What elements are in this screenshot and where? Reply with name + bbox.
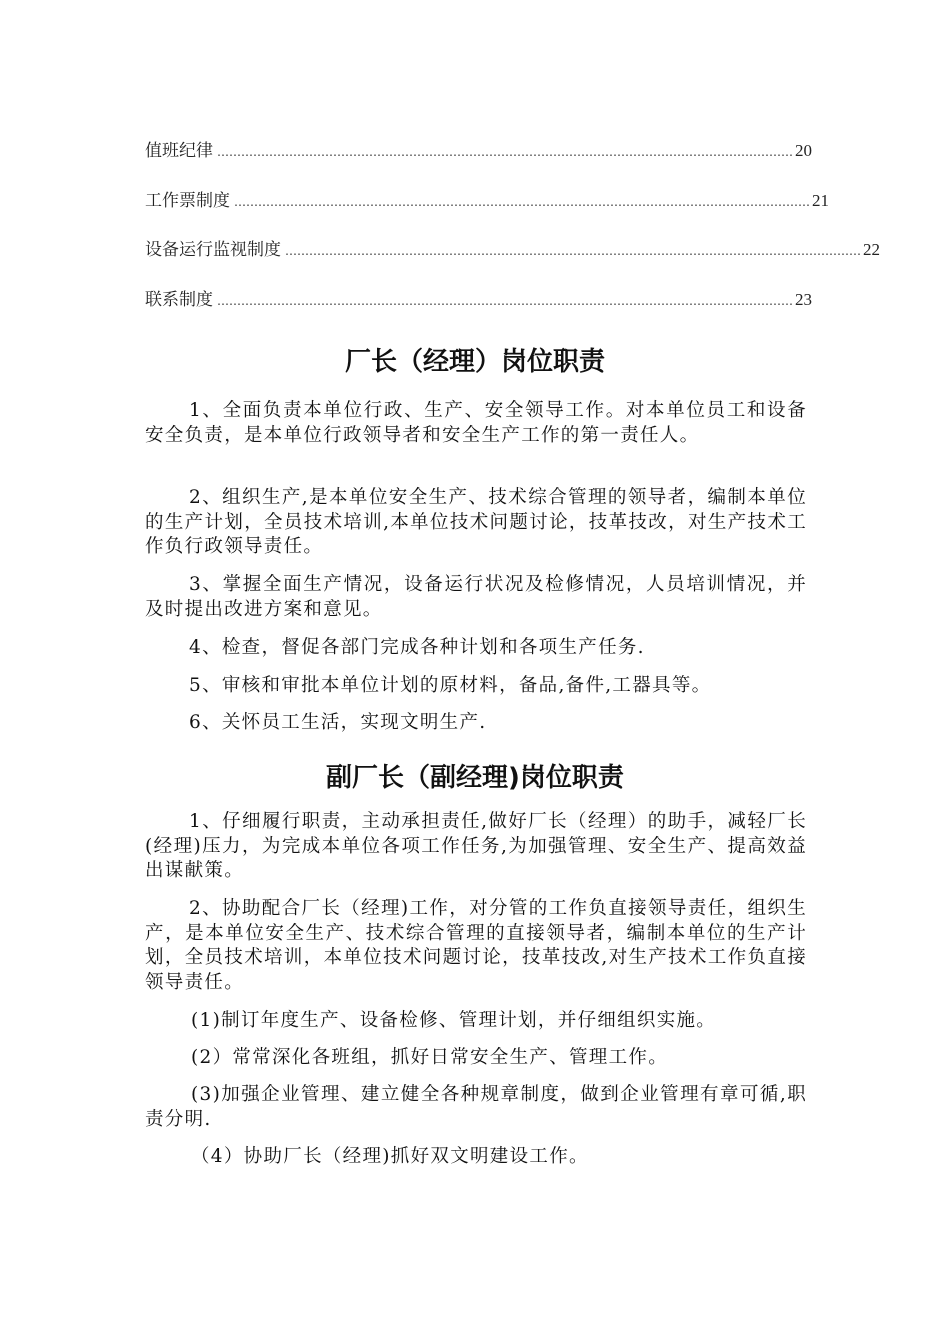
toc-entry-page: 23 (795, 289, 812, 309)
toc-dot-leader: ……………………………………………………………………………………………………………………………… (234, 194, 810, 209)
paragraph: 3、掌握全面生产情况，设备运行状况及检修情况，人员培训情况，并及时提出改进方案和意见。 (145, 574, 807, 620)
toc-entry[interactable] (145, 186, 829, 236)
section-title-director-duties: 厂长（经理）岗位职责 (344, 347, 605, 377)
paragraph: 1、仔细履行职责，主动承担责任,做好厂长（经理）的助手，减轻厂长(经理)压力，为完成本单位各项工作任务,为加强管理、安全生产、提高效益出谋献策。 (145, 811, 807, 881)
toc-entry-page: 22 (863, 240, 880, 259)
paragraph: 6、关怀员工生活，实现文明生产. (189, 712, 487, 733)
paragraph: 5、审核和审批本单位计划的原材料，备品,备件,工器具等。 (189, 675, 712, 696)
toc-entry-title: 值班纪律 (145, 141, 213, 161)
toc-entry[interactable] (145, 235, 880, 285)
paragraph: (3)加强企业管理、建立健全各种规章制度，做到企业管理有章可循,职责分明. (145, 1084, 807, 1130)
paragraph: 2、协助配合厂长（经理)工作，对分管的工作负直接领导责任，组织生产，是本单位安全生产、技术综合管理的直接领导者，编制本单位的生产计划，全员技术培训，本单位技术问题讨论，技革技改,对生产技术工作负直接领导责任。 (145, 898, 807, 993)
toc-entry-page: 20 (795, 141, 812, 160)
toc-entry-title: 工作票制度 (145, 190, 230, 211)
section-title-deputy-director-duties: 副厂长（副经理)岗位职责 (326, 763, 624, 793)
paragraph: 1、全面负责本单位行政、生产、安全领导工作。对本单位员工和设备安全负责，是本单位行政领导者和安全生产工作的第一责任人。 (145, 400, 807, 446)
table-of-contents (145, 136, 880, 334)
toc-dot-leader: ……………………………………………………………………………………………………………………………… (285, 244, 861, 258)
toc-entry[interactable] (145, 285, 812, 335)
paragraph: 2、组织生产,是本单位安全生产、技术综合管理的领导者，编制本单位的生产计划，全员技术培训,本单位技术问题讨论，技革技改，对生产技术工作负行政领导责任。 (145, 487, 807, 557)
toc-entry-page: 21 (812, 190, 829, 210)
paragraph: （4）协助厂长（经理)抓好双文明建设工作。 (191, 1146, 589, 1167)
toc-entry-title: 联系制度 (145, 289, 213, 310)
toc-dot-leader: ……………………………………………………………………………………………………………………………… (217, 293, 793, 308)
paragraph: (1)制订年度生产、设备检修、管理计划，并仔细组织实施。 (191, 1010, 717, 1031)
toc-dot-leader: ……………………………………………………………………………………………………………………………… (217, 145, 793, 159)
paragraph: (2）常常深化各班组，抓好日常安全生产、管理工作。 (191, 1047, 668, 1068)
toc-entry[interactable] (145, 136, 812, 186)
toc-entry-title: 设备运行监视制度 (145, 240, 281, 260)
paragraph: 4、检查，督促各部门完成各种计划和各项生产任务. (189, 637, 645, 658)
